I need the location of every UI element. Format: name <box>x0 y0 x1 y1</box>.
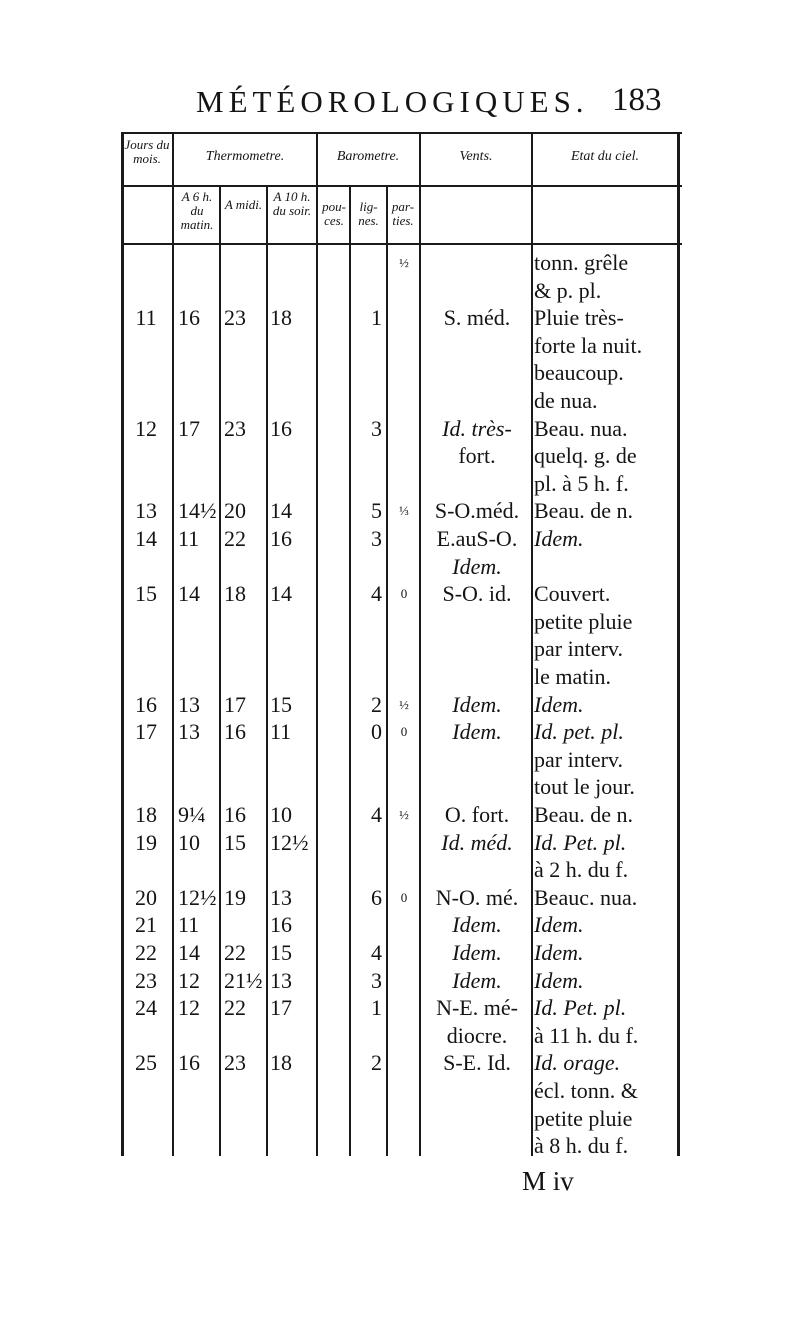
cell-thermo-10h: 10 <box>270 802 292 827</box>
cell-baro-lignes: 4 <box>371 581 382 607</box>
col-header-etat: Etat du ciel. <box>570 149 640 164</box>
col-rule-pouces <box>349 185 351 1156</box>
cell-etat: Id. pet. pl. <box>534 719 624 745</box>
cell-vent: fort. <box>458 443 496 469</box>
cell-thermo-midi: 22 <box>224 940 246 965</box>
cell-thermo-midi: 23 <box>224 305 246 331</box>
cell-vent: O. fort. <box>444 802 510 827</box>
cell-vent: Idem. <box>452 967 502 993</box>
cell-day: 17 <box>135 719 157 745</box>
cell-baro-lignes: 1 <box>371 995 382 1021</box>
cell-etat: Idem. <box>534 912 584 938</box>
cell-thermo-6h: 12 <box>178 967 200 993</box>
cell-etat: tonn. grêle <box>534 250 629 275</box>
cell-thermo-midi: 22 <box>224 526 246 551</box>
cell-etat: Id. orage. <box>534 1050 621 1076</box>
col-header-jours: Jours du mois. <box>124 137 170 166</box>
cell-day: 21 <box>135 912 157 938</box>
col-header-barometre: Barometre. <box>336 149 400 164</box>
cell-etat: tout le jour. <box>534 774 635 800</box>
cell-vent: Idem. <box>452 912 502 938</box>
cell-vent: N-O. mé. <box>435 884 519 910</box>
cell-etat: Couvert. <box>534 581 611 607</box>
cell-thermo-midi: 15 <box>224 829 246 855</box>
cell-etat: à 8 h. du f. <box>534 1133 629 1159</box>
cell-baro-lignes: 0 <box>371 719 382 745</box>
cell-etat: de nua. <box>534 388 598 413</box>
cell-day: 22 <box>135 940 157 965</box>
cell-thermo-midi: 17 <box>224 691 246 717</box>
cell-baro-lignes: 1 <box>371 305 382 331</box>
cell-thermo-6h: 14 <box>178 940 200 965</box>
cell-baro-lignes: 2 <box>371 691 382 717</box>
col-rule-baro <box>419 132 421 1156</box>
cell-thermo-midi: 23 <box>224 415 246 441</box>
cell-vent: Idem. <box>452 553 502 579</box>
cell-thermo-6h: 11 <box>178 912 200 938</box>
col-rule-midi <box>266 185 268 1156</box>
cell-thermo-midi: 21½ <box>224 967 263 993</box>
cell-vent: S-O.méd. <box>434 498 520 524</box>
cell-etat: Id. Pet. pl. <box>534 995 627 1021</box>
cell-baro-parties: 0 <box>400 889 408 905</box>
cell-etat: Idem. <box>534 940 584 965</box>
cell-baro-parties: 0 <box>400 724 408 740</box>
cell-baro-lignes: 3 <box>371 415 382 441</box>
cell-vent: Idem. <box>452 940 502 965</box>
cell-thermo-6h: 12½ <box>178 884 217 910</box>
col-header-thermometre: Thermometre. <box>205 149 285 164</box>
cell-thermo-6h: 11 <box>178 526 200 551</box>
col-rule-lignes <box>386 185 388 1156</box>
cell-etat: pl. à 5 h. f. <box>534 470 629 496</box>
cell-vent: N-E. mé- <box>436 995 518 1021</box>
cell-day: 18 <box>135 802 157 827</box>
cell-etat: Id. Pet. pl. <box>534 829 627 855</box>
cell-thermo-midi: 19 <box>224 884 246 910</box>
cell-vent: S. méd. <box>443 305 511 331</box>
cell-thermo-10h: 15 <box>270 940 292 965</box>
cell-baro-parties: ½ <box>399 807 409 822</box>
cell-thermo-10h: 13 <box>270 884 292 910</box>
cell-etat: Idem. <box>534 691 584 717</box>
table-top-rule <box>122 132 682 134</box>
cell-thermo-midi: 22 <box>224 995 246 1021</box>
cell-baro-parties: ⅓ <box>399 503 409 519</box>
running-title: MÉTÉOROLOGIQUES. <box>196 84 589 119</box>
cell-baro-parties: ½ <box>399 696 409 712</box>
subheader-pouces: pou-ces. <box>322 199 346 228</box>
cell-day: 16 <box>135 691 157 717</box>
cell-day: 25 <box>135 1050 157 1076</box>
cell-thermo-midi: 23 <box>224 1050 246 1076</box>
col-header-vents: Vents. <box>459 149 493 164</box>
cell-baro-lignes: 5 <box>371 498 382 524</box>
page-number: 183 <box>612 82 662 118</box>
cell-day: 23 <box>135 967 157 993</box>
cell-thermo-6h: 17 <box>178 415 200 441</box>
cell-etat: quelq. g. de <box>534 443 637 469</box>
cell-baro-lignes: 3 <box>371 967 382 993</box>
cell-thermo-10h: 16 <box>270 415 292 441</box>
cell-day: 11 <box>135 305 157 331</box>
cell-thermo-6h: 14 <box>178 581 200 607</box>
cell-thermo-10h: 13 <box>270 967 292 993</box>
col-rule-vents <box>531 132 533 1156</box>
cell-thermo-10h: 17 <box>270 995 292 1021</box>
subheader-midi: A midi. <box>224 197 263 212</box>
cell-baro-parties: 0 <box>400 586 408 602</box>
subheader-t10: A 10 h. du soir. <box>272 189 312 218</box>
cell-etat: Idem. <box>534 526 584 551</box>
col-rule-day <box>172 132 174 1156</box>
cell-etat: à 2 h. du f. <box>534 857 629 883</box>
cell-thermo-midi: 20 <box>224 498 246 524</box>
cell-thermo-6h: 13 <box>178 719 200 745</box>
cell-etat: le matin. <box>534 664 611 689</box>
cell-baro-lignes: 4 <box>371 940 382 965</box>
cell-etat: Pluie très- <box>534 305 624 331</box>
cell-vent: E.auS-O. <box>436 526 518 551</box>
cell-vent: Id. très- <box>442 415 512 441</box>
cell-baro-lignes: 6 <box>371 884 382 910</box>
cell-vent: Idem. <box>452 719 502 745</box>
cell-vent: Id. méd. <box>441 829 513 855</box>
cell-thermo-10h: 18 <box>270 1050 292 1076</box>
cell-thermo-midi: 16 <box>224 719 246 745</box>
cell-day: 14 <box>135 526 157 551</box>
cell-baro-lignes: 2 <box>371 1050 382 1076</box>
cell-baro-lignes: 3 <box>371 526 382 551</box>
cell-thermo-10h: 16 <box>270 912 292 938</box>
cell-thermo-10h: 15 <box>270 691 292 717</box>
cell-day: 20 <box>135 884 157 910</box>
cell-day: 24 <box>135 995 157 1021</box>
cell-day: 19 <box>135 829 157 855</box>
cell-etat: forte la nuit. <box>534 332 643 358</box>
cell-thermo-10h: 12½ <box>270 829 309 855</box>
header-rule <box>122 185 682 187</box>
cell-etat: Beau. de n. <box>534 802 633 827</box>
subheader-t6: A 6 h. du matin. <box>180 189 214 232</box>
cell-baro-parties: ½ <box>399 255 409 270</box>
cell-thermo-6h: 14½ <box>178 498 217 524</box>
cell-thermo-6h: 16 <box>178 305 200 331</box>
subheader-lignes: lig-nes. <box>358 199 379 228</box>
cell-thermo-10h: 16 <box>270 526 292 551</box>
cell-etat: beaucoup. <box>534 360 624 386</box>
cell-etat: par interv. <box>534 746 623 772</box>
subheader-parties: par-ties. <box>391 199 415 228</box>
cell-vent: S-O. id. <box>442 581 512 607</box>
cell-vent: Idem. <box>452 691 502 717</box>
subheader-rule <box>122 243 682 245</box>
cell-thermo-10h: 14 <box>270 581 292 607</box>
cell-thermo-10h: 14 <box>270 498 292 524</box>
col-rule-thermo <box>316 132 318 1156</box>
cell-day: 15 <box>135 581 157 607</box>
cell-thermo-6h: 12 <box>178 995 200 1021</box>
cell-etat: par interv. <box>534 636 623 662</box>
cell-thermo-midi: 18 <box>224 581 246 607</box>
cell-thermo-10h: 18 <box>270 305 292 331</box>
cell-thermo-6h: 9¼ <box>178 802 206 827</box>
cell-etat: écl. tonn. & <box>534 1078 638 1103</box>
cell-thermo-10h: 11 <box>270 719 292 745</box>
cell-day: 12 <box>135 415 157 441</box>
cell-etat: Beauc. nua. <box>534 884 638 910</box>
cell-baro-lignes: 4 <box>371 802 382 827</box>
cell-etat: Beau. nua. <box>534 415 628 441</box>
cell-vent: diocre. <box>446 1022 508 1048</box>
cell-etat: Idem. <box>534 967 584 993</box>
cell-thermo-6h: 16 <box>178 1050 200 1076</box>
cell-thermo-6h: 10 <box>178 829 200 855</box>
table-right-rule <box>677 132 680 1156</box>
cell-day: 13 <box>135 498 157 524</box>
cell-etat: & p. pl. <box>534 277 602 303</box>
cell-etat: petite pluie <box>534 608 633 634</box>
cell-etat: Beau. de n. <box>534 498 633 524</box>
cell-etat: à 11 h. du f. <box>534 1022 639 1048</box>
signature-mark: M iv <box>522 1166 574 1196</box>
cell-vent: S-E. Id. <box>443 1050 511 1076</box>
cell-etat: petite pluie <box>534 1105 633 1131</box>
cell-thermo-midi: 16 <box>224 802 246 827</box>
cell-thermo-6h: 13 <box>178 691 200 717</box>
